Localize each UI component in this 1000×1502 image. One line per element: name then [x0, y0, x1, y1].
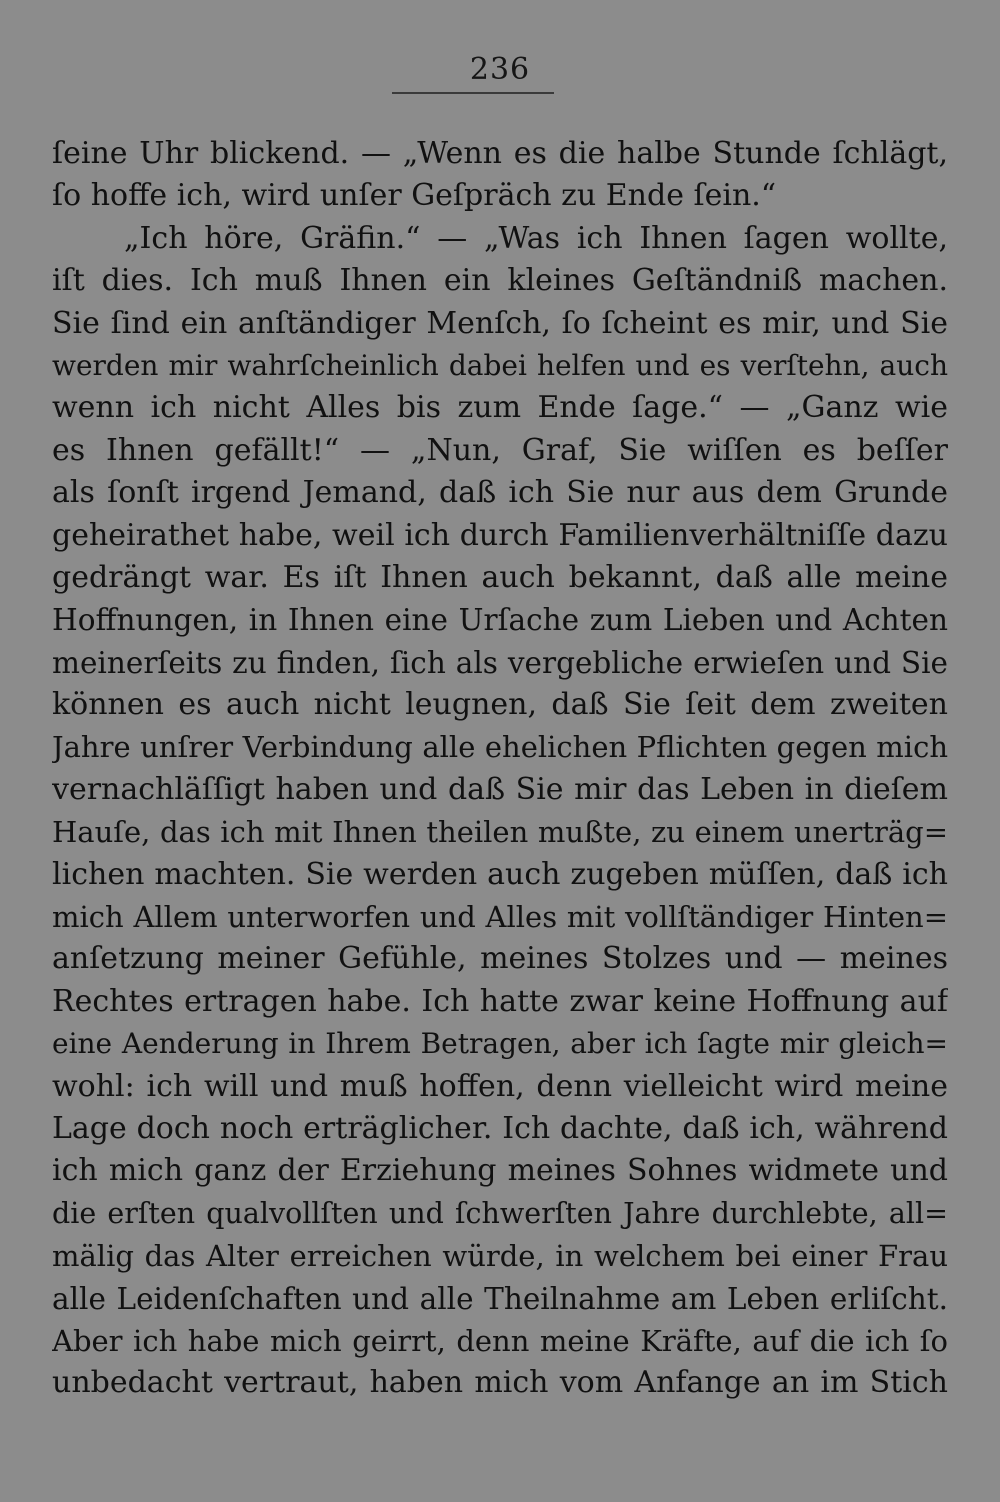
text-line: unbedacht vertraut, haben mich vom Anfange an im Stich	[52, 1365, 948, 1401]
text-line: anſetzung meiner Gefühle, meines Stolzes und — meines	[52, 941, 948, 977]
text-line: eine Aenderung in Ihrem Betragen, aber ich ſagte mir gleich=	[52, 1027, 948, 1061]
text-line: gedrängt war. Es iſt Ihnen auch bekannt, daß alle meine	[52, 559, 948, 595]
text-line: wenn ich nicht Alles bis zum Ende ſage.“ — „Ganz wie	[52, 390, 948, 426]
text-line: alle Leidenſchaften und alle Theilnahme am Leben erliſcht.	[52, 1281, 948, 1316]
text-line: wohl: ich will und muß hoffen, denn vielleicht wird meine	[52, 1068, 948, 1104]
text-line: die erſten qualvollſten und ſchwerſten Jahre durchlebte, all=	[52, 1196, 948, 1230]
text-line: mich Allem unterworfen und Alles mit vollſtändiger Hinten=	[52, 900, 948, 935]
text-line: Sie ſind ein anſtändiger Menſch, ſo ſcheint es mir, und Sie	[52, 305, 948, 341]
text-line: Aber ich habe mich geirrt, denn meine Kräfte, auf die ich ſo	[52, 1323, 948, 1358]
header-rule	[392, 92, 554, 94]
text-line: werden mir wahrſcheinlich dabei helfen und es verſtehn, auch	[52, 348, 948, 382]
text-line: Hoffnungen, in Ihnen eine Urſache zum Lieben und Achten	[52, 603, 948, 638]
text-line: ſo hoffe ich, wird unſer Geſpräch zu Ende ſein.“	[52, 178, 777, 214]
text-line: geheirathet habe, weil ich durch Familienverhältniſſe dazu	[52, 517, 948, 553]
text-line: vernachläſſigt haben und daß Sie mir das Leben in dieſem	[52, 771, 948, 807]
text-line: können es auch nicht leugnen, daß Sie ſeit dem zweiten	[52, 687, 948, 723]
page-number: 236	[469, 52, 531, 87]
text-line: lichen machten. Sie werden auch zugeben müſſen, daß ich	[52, 856, 948, 892]
text-line: ſeine Uhr blickend. — „Wenn es die halbe Stunde ſchlägt,	[52, 136, 948, 171]
text-line: Jahre unſrer Verbindung alle ehelichen Pflichten gegen mich	[52, 730, 948, 765]
text-line: meinerſeits zu finden, ſich als vergebliche erwieſen und Sie	[52, 645, 948, 680]
body-text	[52, 133, 948, 1405]
text-line: „Ich höre, Gräfin.“ — „Was ich Ihnen ſagen wollte,	[124, 220, 948, 256]
text-line: Lage doch noch erträglicher. Ich dachte, daß ich, während	[52, 1110, 948, 1146]
text-line: als ſonſt irgend Jemand, daß ich Sie nur aus dem Grunde	[52, 475, 948, 511]
text-line: es Ihnen gefällt!“ — „Nun, Graf, Sie wiſſen es beſſer	[52, 432, 948, 468]
text-line: Rechtes ertragen habe. Ich hatte zwar keine Hoffnung auf	[52, 983, 948, 1019]
text-line: ich mich ganz der Erziehung meines Sohnes widmete und	[52, 1153, 948, 1189]
text-line: iſt dies. Ich muß Ihnen ein kleines Geſtändniß machen.	[52, 263, 948, 299]
text-line: Hauſe, das ich mit Ihnen theilen mußte, zu einem unerträg=	[52, 815, 948, 850]
text-line: mälig das Alter erreichen würde, in welchem bei einer Frau	[52, 1239, 948, 1274]
